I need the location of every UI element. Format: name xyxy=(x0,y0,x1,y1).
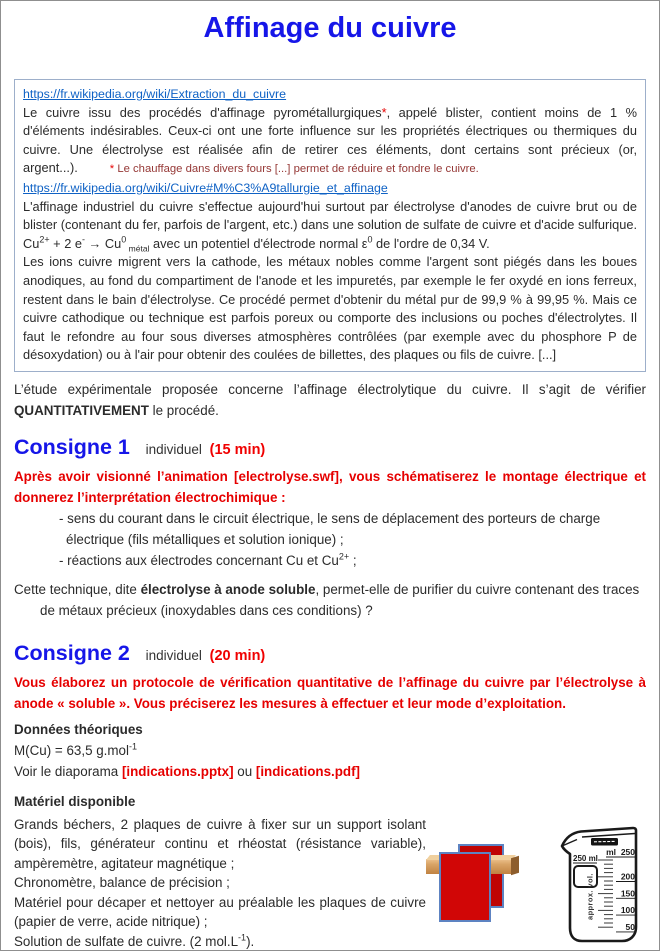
consigne-2-heading xyxy=(14,639,646,667)
material-line-sulfate: Solution de sulfate de cuivre. (2 $mol.L^{-1}$). xyxy=(14,932,255,949)
excerpt-paragraph-electrolyse: L'affinage industriel du cuivre s'effectue aujourd'hui surtout par électrolyse d'anodes de cuivre brut ou de blister (contenant du fer, parfois de l'argent, etc.) dans une solution de sulfate de cuivre et d'acide sulfurique. $Cu^{2+} + 2$ $e^- \to Cu^0$ $_{métal}$ avec un potentiel d'électrode normal $\varepsilon^0$ de l'ordre de 0,34 V. xyxy=(23,198,637,254)
copper-plate-front xyxy=(439,852,491,922)
consigne-1-mode: individuel xyxy=(145,441,202,457)
molar-mass-line: M(Cu) = 63,5 g.mol$^{-1}$ xyxy=(14,741,137,758)
bullet-item-courant: - sens du courant dans le circuit électrique, le sens de déplacement des porteurs de charge électrique (fils métalliques et solution ionique) ; xyxy=(59,510,601,547)
beaker-brand-label xyxy=(591,838,618,846)
material-line-decaper: Matériel pour décaper et nettoyer au préalable les plaques de cuivre (papier de verre, acide nitrique) ; xyxy=(14,894,426,930)
consigne-2-mode: individuel xyxy=(145,647,202,663)
material-line-bechers: Grands béchers, 2 plaques de cuivre à fixer sur un support isolant (bois), fils, générateur continu et rhéostat (résistance variable), ampèremètre, agitateur magnétique ; xyxy=(14,816,426,871)
excerpt-paragraph-cathode: Les ions cuivre migrent vers la cathode, les métaux nobles comme l'argent sont piégés dans les boues anodiques, au fond du compartiment de l'anode et les impuretés, par exemple le fer oxydé en ions ferreux, restent dans le bain d'électrolyse. Ce procédé permet d'obtenir du métal pur de 99,9 % à 99,95 %. Mais ce cuivre cathodique ou technique est parfois poreux ou comporte des inclusions ou poches d'électrolytes. Il faut le refondre au four sous diverses atmosphères contrôlées (par exemple avec du phosphore P de désoxydation) ou à l'air pour obtenir des coulées de billettes, des plaques ou fils de cuivre. [...] xyxy=(23,254,637,363)
consigne-1-task: Après avoir visionné l’animation [electrolyse.swf], vous schématiserez le montage électrique et donnerez l’interprétation électrochimique : xyxy=(14,468,646,505)
slideshow-line xyxy=(14,761,646,782)
consigne-1-duration: (15 min) xyxy=(209,441,266,458)
material-line-chronometre: Chronomètre, balance de précision ; xyxy=(14,875,230,891)
wikipedia-link-metallurgie[interactable]: https://fr.wikipedia.org/wiki/Cuivre#M%C3%A9tallurgie_et_affinage xyxy=(23,180,388,195)
consigne-1-bullet-list xyxy=(14,508,646,571)
bullet-item-reactions: - réactions aux électrodes concernant Cu et $Cu^{2+}$ ; xyxy=(59,551,357,568)
intro-paragraph: L’étude expérimentale proposée concerne l’affinage électrolytique du cuivre. Il s’agit de vérifier QUANTITATIVEMENT le procédé. xyxy=(14,381,646,418)
material-heading: Matériel disponible xyxy=(14,793,136,809)
copper-plates-figure xyxy=(426,844,526,928)
slideshow-or: ou xyxy=(233,763,256,779)
svg-text:150: 150 xyxy=(620,888,635,899)
beaker-approx-vol-label: approx. vol. xyxy=(585,873,595,921)
wikipedia-link-extraction[interactable]: https://fr.wikipedia.org/wiki/Extraction_du_cuivre xyxy=(23,87,287,101)
svg-text:250: 250 xyxy=(620,847,635,858)
svg-text:200: 200 xyxy=(620,871,635,882)
svg-text:50: 50 xyxy=(625,922,635,933)
indications-pdf-ref[interactable]: [indications.pdf] xyxy=(255,763,361,779)
consigne-1-title: Consigne 1 xyxy=(14,434,130,459)
consigne-2-task: Vous élaborez un protocole de vérification quantitative de l’affinage du cuivre par l’électrolyse à anode « soluble ». Vous préciserez les mesures à effectuer et leur mode d’exploitation. xyxy=(14,674,646,711)
materials-section xyxy=(14,815,646,951)
figures-area xyxy=(426,815,646,951)
consigne-1-heading xyxy=(14,433,646,461)
svg-text:ml: ml xyxy=(606,847,616,858)
consigne-2-title: Consigne 2 xyxy=(14,640,130,665)
theoretical-data-heading: Données théoriques xyxy=(14,721,143,737)
excerpt-paragraph-blister: Le cuivre issu des procédés d'affinage pyrométallurgiques*, appelé blister, contient moins de 1 % d'éléments indésirables. Ceux-ci ont une forte influence sur les propriétés électriques ou thermiques du cuivre. Une électrolyse est réalisée afin de retirer ces éléments, dont certains sont précieux (or, argent...). * Le chauffage dans divers fours [...] permet de réduire et fondre le cuivre. xyxy=(23,104,637,176)
consigne-1-question: Cette technique, dite électrolyse à anode soluble, permet-elle de purifier du cuivre contenant des traces de métaux précieux (inoxydables dans ces conditions) ? xyxy=(14,581,640,618)
indications-pptx-ref[interactable]: [indications.pptx] xyxy=(121,763,234,779)
materials-list xyxy=(14,815,426,951)
wikipedia-excerpt-box xyxy=(14,79,646,372)
beaker-figure xyxy=(550,824,646,948)
svg-text:100: 100 xyxy=(620,905,635,916)
page-title: Affinage du cuivre xyxy=(203,12,457,44)
svg-text:250 ml: 250 ml xyxy=(573,854,598,864)
consigne-2-duration: (20 min) xyxy=(209,647,266,664)
slideshow-prefix: Voir le diaporama xyxy=(14,763,122,779)
